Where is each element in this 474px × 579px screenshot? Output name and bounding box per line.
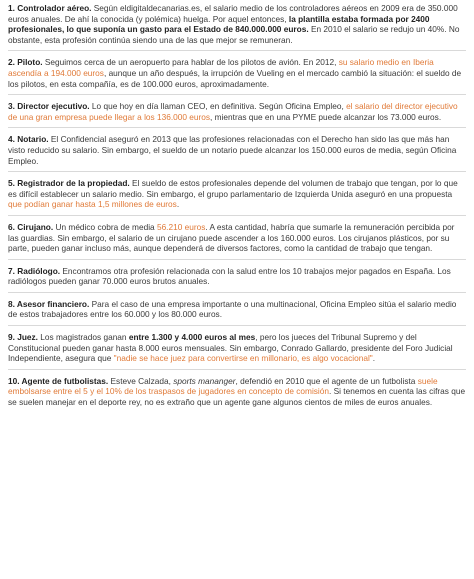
item-text: Los magistrados ganan [37,332,129,343]
item-text: En 2010 el salario se redujo un 40%. No obstante, esta profesión continúa siendo una de las que mejor se remuneran. [8,24,460,45]
divider [8,259,466,260]
list-item-agente [8,376,466,408]
item-text: El Confidencial aseguró en 2013 que las profesiones relacionadas con el Derecho han sido las que más han visto reducido su salario. Sin embargo, el sueldo de un notario puede alcanzar los 150.000 euros de media, según Oficina Empleo. [8,134,457,166]
item-link[interactable]: 56.210 euros [156,221,206,232]
item-heading: 3. Director ejecutivo. [8,101,90,112]
item-link[interactable]: su salario medio en Iberia ascendía a 194.000 euros [8,57,434,78]
list-item-registrador [8,178,466,210]
item-bold-text: la plantilla estaba formada por 2400 profesionales, lo que suponía un gasto para el Estado de 840.000.000 euros. [8,13,430,35]
divider [8,50,466,51]
item-text: . [176,199,180,210]
item-text: Para el caso de una empresa importante o una multinacional, Oficina Empleo sitúa el salario medio de estos trabajadores entre los 60.000 y los 80.000 euros. [8,298,457,320]
item-text: Esteve Calzada, [108,375,174,386]
item-text: , aunque un año después, la irrupción de Vueling en el mercado cambió la situación: el sueldo de los pilotos, en esta compañía, es de 100.000 euros, aproximadamente. [8,67,462,89]
item-heading: 6. Cirujano. [8,221,54,232]
item-heading: 4. Notario. [8,134,49,145]
item-heading: 7. Radiólogo. [8,265,61,276]
list-item-notario [8,134,466,166]
item-bold-text: entre 1.300 y 4.000 euros al mes [128,332,256,343]
item-text: Encontramos otra profesión relacionada con la salud entre los 10 trabajos mejor pagados en España. Los radiólogos pueden ganar 70.000 euros brutos anuales. [8,265,451,287]
list-item-asesor [8,299,466,320]
list-item-cirujano [8,222,466,254]
item-heading: 2. Piloto. [8,57,43,68]
item-text: , defendió en 2010 que el agente de un futbolista [235,375,418,386]
divider [8,325,466,326]
list-item-juez [8,332,466,364]
item-heading: 5. Registrador de la propiedad. [8,178,130,189]
item-heading: 9. Juez. [8,332,38,343]
divider [8,94,466,95]
divider [8,369,466,370]
item-text: , mientras que en una PYME puede alcanzar los 73.000 euros. [210,111,442,122]
divider [8,292,466,293]
divider [8,215,466,216]
item-text: Un médico cobra de media [53,221,157,232]
item-text: . Si tenemos en cuenta las cifras que se suelen manejar en el deporte rey, no es extraño que un agente gane algunos cientos de miles de euros anuales. [8,386,466,408]
item-italic-text: sports mananger [173,375,236,386]
item-link[interactable]: el salario del director ejecutivo de una gran empresa puede llegar a los 136.000 euros [8,101,458,122]
item-text: . A esta cantidad, habría que sumarle la remuneración percibida por las guardias. Sin embargo, el salario de un cirujano puede ascender a los 160.000 euros. Los cirujanos plásticos, por su parte, pueden ganar incluso más, aunque dependerá de diversos factores, como la cantidad de trabajo que tengan. [8,221,455,254]
divider [8,127,466,128]
divider [8,171,466,172]
item-text: Lo que hoy en día llaman CEO, en definitiva. Según Oficina Empleo, [89,101,347,112]
item-heading: 10. Agente de futbolistas. [8,375,109,386]
item-text: Seguimos cerca de un aeropuerto para hablar de los pilotos de avión. En 2012, [42,57,339,68]
item-text: El sueldo de estos profesionales depende del volumen de trabajo que tengan, por lo que es difícil establecer un salario medio. Sin embargo, el grupo parlamentario de Izquierda Unida aseguró en una propuesta [8,178,458,199]
item-link[interactable]: que podían ganar hasta 1,5 millones de euros [8,199,177,210]
item-heading: 8. Asesor financiero. [8,298,90,309]
list-item-piloto [8,57,466,89]
item-link[interactable]: suele embolsarse entre el 5 y el 10% de los traspasos de jugadores en concepto de comisión [8,375,438,397]
item-link[interactable]: "nadie se hace juez para convertirse en millonario, es algo vocacional" [113,353,373,364]
item-text: Según eldigitaldecanarias.es, el salario medio de los controladores aéreos en 2009 era de 350.000 euros anuales. De ahí la conocida (y polémica) huelga. Por aquel entonces, [8,3,458,24]
list-item-director [8,101,466,122]
item-text: . [372,353,376,364]
list-item-controlador [8,3,466,45]
item-heading: 1. Controlador aéreo. [8,3,92,13]
list-item-radiologo [8,266,466,287]
item-text: , pero los jueces del Tribunal Supremo y del Constitucional pueden ganar hasta 8.000 euros mensuales. Sin embargo, Conrado Gallardo, presidente del Foro Judicial Independiente, asegura que [8,332,453,364]
